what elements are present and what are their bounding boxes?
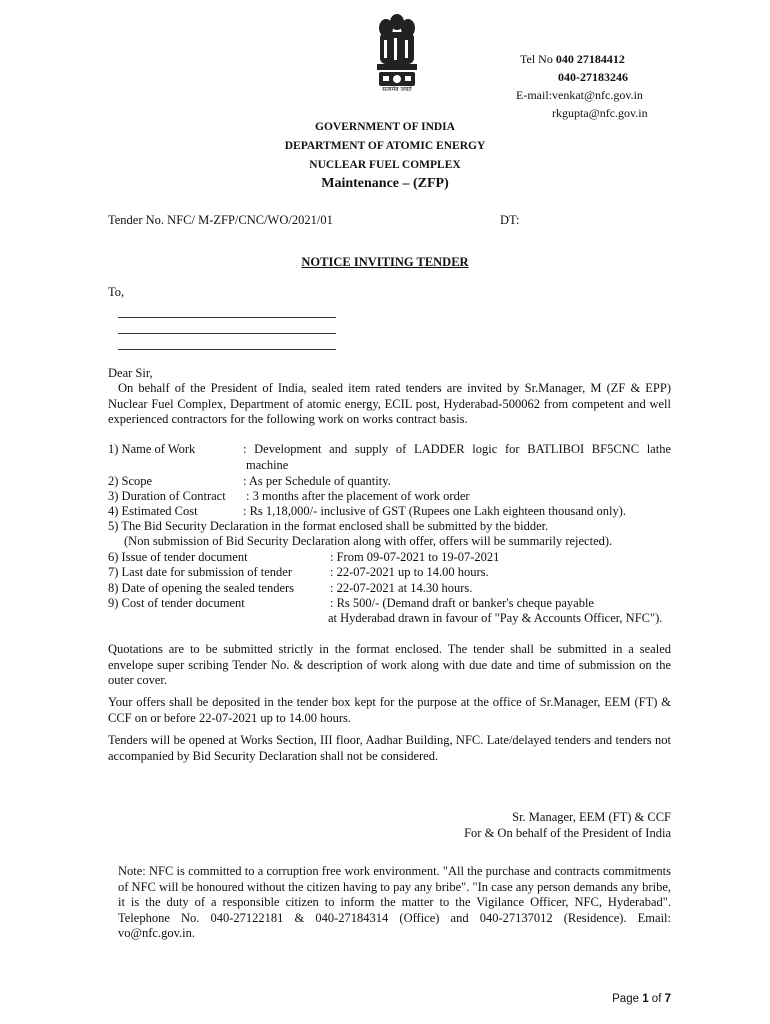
item-2-label: 2) Scope: [108, 474, 153, 488]
telephone-line: Tel No 040 27184412: [520, 52, 625, 66]
address-line-3: [118, 334, 336, 350]
tender-number: Tender No. NFC/ M-ZFP/CNC/WO/2021/01: [108, 213, 333, 227]
item-4-value: : Rs 1,18,000/- inclusive of GST (Rupees one Lakh eighteen thousand only).: [243, 504, 627, 518]
item-3-label: 3) Duration of Contract: [108, 489, 226, 503]
item-5-note: (Non submission of Bid Security Declaration along with offer, offers will be summarily rejected).: [124, 534, 613, 548]
item-8-value: : 22-07-2021 at 14.30 hours.: [330, 581, 473, 595]
page-number: Page 1 of 7: [612, 993, 671, 1005]
item-4-label: 4) Estimated Cost: [108, 504, 198, 518]
item-1-value-cont: machine: [246, 458, 289, 472]
address-line-2: [118, 318, 336, 334]
address-line-1: [118, 302, 336, 318]
item-8-label: 8) Date of opening the sealed tenders: [108, 581, 295, 595]
header-complex: NUCLEAR FUEL COMPLEX: [309, 159, 461, 171]
signature-designation: Sr. Manager, EEM (FT) & CCF: [512, 810, 671, 824]
signature-behalf: For & On behalf of the President of India: [464, 826, 671, 840]
email-2: rkgupta@nfc.gov.in: [552, 106, 648, 120]
intro-paragraph: On behalf of the President of India, sealed item rated tenders are invited by Sr.Manager, M (ZF & EPP) Nuclear Fuel Complex, Department of atomic energy, ECIL post, Hyderabad-500062 from competent and well experienced contractors for the following work on works contract basis.: [108, 381, 671, 426]
emblem-caption: सत्यमेव जयते: [382, 86, 412, 93]
header-maintenance: Maintenance – (ZFP): [321, 176, 449, 191]
date-label: DT:: [500, 213, 520, 227]
vigilance-note: Note: NFC is committed to a corruption free work environment. "All the purchase and contracts commitments of NFC will be honoured without the citizen having to pay any bribe". "In case any person demands any bribe, it is the duty of a responsible citizen to inform the matter to the Vigilance Officer, NFC, Hyderabad". Telephone No. 040-27122181 & 040-27184314 (Office) and 040-27137012 (Residence). Email: vo@nfc.gov.in.: [118, 864, 671, 940]
header-department: DEPARTMENT OF ATOMIC ENERGY: [284, 140, 486, 152]
deposit-paragraph: Your offers shall be deposited in the tender box kept for the purpose at the office of Sr.Manager, EEM (FT) & CCF on or before 22-07-2021 up to 14.00 hours.: [108, 695, 671, 725]
telephone-2: 040-27183246: [558, 70, 628, 84]
header-government: GOVERNMENT OF INDIA: [315, 121, 455, 133]
item-6-label: 6) Issue of tender document: [108, 550, 248, 564]
item-9-value-cont: at Hyderabad drawn in favour of "Pay & Accounts Officer, NFC").: [328, 611, 663, 625]
item-3-value: : 3 months after the placement of work order: [246, 489, 470, 503]
to-label: To,: [108, 285, 125, 299]
item-7-value: : 22-07-2021 up to 14.00 hours.: [330, 565, 489, 579]
email-1: E-mail:venkat@nfc.gov.in: [516, 88, 643, 102]
item-2-value: : As per Schedule of quantity.: [243, 474, 391, 488]
notice-title: NOTICE INVITING TENDER: [301, 255, 469, 269]
telephone-1: 040 27184412: [555, 52, 625, 66]
state-emblem: [372, 12, 422, 100]
item-9-value: : Rs 500/- (Demand draft or banker's cheque payable: [330, 596, 594, 610]
opening-paragraph: Tenders will be opened at Works Section, III floor, Aadhar Building, NFC. Late/delayed tenders and tenders not accompanied by Bid Security Declaration shall not be considered.: [108, 733, 671, 763]
contact-block: [516, 50, 720, 122]
salutation: Dear Sir,: [108, 366, 153, 380]
item-1-value: : Development and supply of LADDER logic for BATLIBOI BF5CNC lathe: [243, 442, 671, 456]
item-1-label: 1) Name of Work: [108, 442, 196, 456]
item-9-label: 9) Cost of tender document: [108, 596, 245, 610]
item-6-value: : From 09-07-2021 to 19-07-2021: [330, 550, 500, 564]
item-7-label: 7) Last date for submission of tender: [108, 565, 292, 579]
quotation-paragraph: Quotations are to be submitted strictly in the format enclosed. The tender shall be submitted in a sealed envelope super scribing Tender No. & description of work along with due date and time of submission on the outer cover.: [108, 642, 671, 687]
item-5-line: 5) The Bid Security Declaration in the format enclosed shall be submitted by the bidder.: [108, 519, 549, 533]
